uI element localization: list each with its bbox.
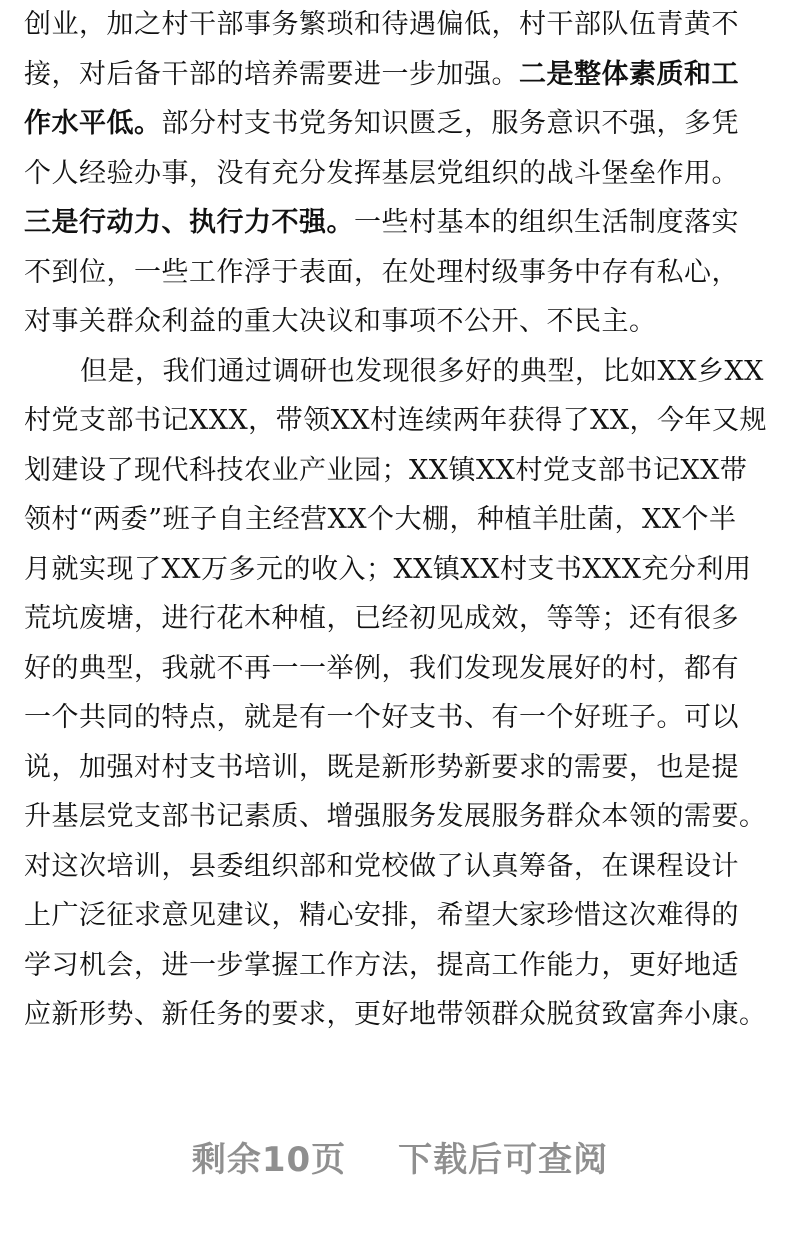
text-run: 上广泛征求意见建议，精心安排，希望大家珍惜这次难得的	[24, 900, 739, 931]
bold-heading-run: 二是整体素质和工	[519, 58, 739, 90]
remaining-pages-label: 剩余10页	[191, 1140, 347, 1180]
text-line	[24, 644, 780, 694]
text-run: 接，对后备干部的培养需要进一步加强。	[24, 58, 519, 90]
text-line	[24, 446, 780, 496]
text-run: 但是，我们通过调研也发现很多好的典型，比如XX乡XX	[80, 355, 764, 387]
text-line	[24, 891, 780, 941]
text-run: 月就实现了XX万多元的收入；XX镇XX村支书XXX充分利用	[24, 553, 752, 585]
text-line	[24, 693, 780, 743]
text-run: 划建设了现代科技农业产业园；XX镇XX村党支部书记XX带	[24, 454, 748, 486]
text-line	[24, 396, 780, 446]
text-line	[24, 842, 780, 892]
text-run: 升基层党支部书记素质、增强服务发展服务群众本领的需要。	[24, 801, 767, 832]
text-line	[24, 297, 780, 347]
text-line	[24, 941, 780, 991]
text-line	[24, 990, 780, 1040]
text-line	[24, 198, 780, 248]
text-run: 创业，加之村干部事务繁琐和待遇偏低，村干部队伍青黄不	[24, 9, 739, 40]
text-line	[24, 248, 780, 298]
text-line	[24, 99, 780, 149]
text-run: 部分村支书党务知识匮乏，服务意识不强，多凭	[161, 108, 739, 139]
text-run: 不到位，一些工作浮于表面，在处理村级事务中存有私心，	[24, 256, 739, 288]
download-to-read-label[interactable]: 下载后可查阅	[398, 1140, 609, 1180]
text-run: 个人经验办事，没有充分发挥基层党组织的战斗堡垒作用。	[24, 157, 739, 189]
text-run: 学习机会，进一步掌握工作方法，提高工作能力，更好地适	[24, 949, 739, 981]
text-line	[24, 149, 780, 199]
text-run: 好的典型，我就不再一一举例，我们发现发展好的村，都有	[24, 652, 739, 684]
text-run: 说，加强对村支书培训，既是新形势新要求的需要，也是提	[24, 751, 739, 783]
download-prompt[interactable]	[0, 1132, 800, 1181]
text-line	[24, 743, 780, 793]
text-run: 对这次培训，县委组织部和党校做了认真筹备，在课程设计	[24, 850, 739, 882]
bold-heading-run: 三是行动力、执行力不强。	[24, 207, 354, 238]
text-line	[24, 594, 780, 644]
text-line	[24, 545, 780, 595]
text-run: 对事关群众利益的重大决议和事项不公开、不民主。	[24, 306, 657, 337]
text-run: 一些村基本的组织生活制度落实	[354, 207, 739, 238]
document-body	[24, 0, 780, 1040]
text-run: 荒坑废塘，进行花木种植，已经初见成效，等等；还有很多	[24, 603, 739, 634]
text-line	[24, 792, 780, 842]
bold-heading-run: 作水平低。	[24, 108, 162, 139]
text-line	[24, 50, 780, 100]
text-line	[24, 495, 780, 545]
text-run: 村党支部书记XXX，带领XX村连续两年获得了XX，今年又规	[24, 405, 768, 436]
text-run: 领村“两委”班子自主经营XX个大棚，种植羊肚菌，XX个半	[24, 504, 737, 535]
text-line	[24, 347, 780, 397]
text-line	[24, 0, 780, 50]
text-run: 一个共同的特点，就是有一个好支书、有一个好班子。可以	[24, 702, 739, 733]
text-run: 应新形势、新任务的要求，更好地带领群众脱贫致富奔小康。	[24, 999, 767, 1030]
